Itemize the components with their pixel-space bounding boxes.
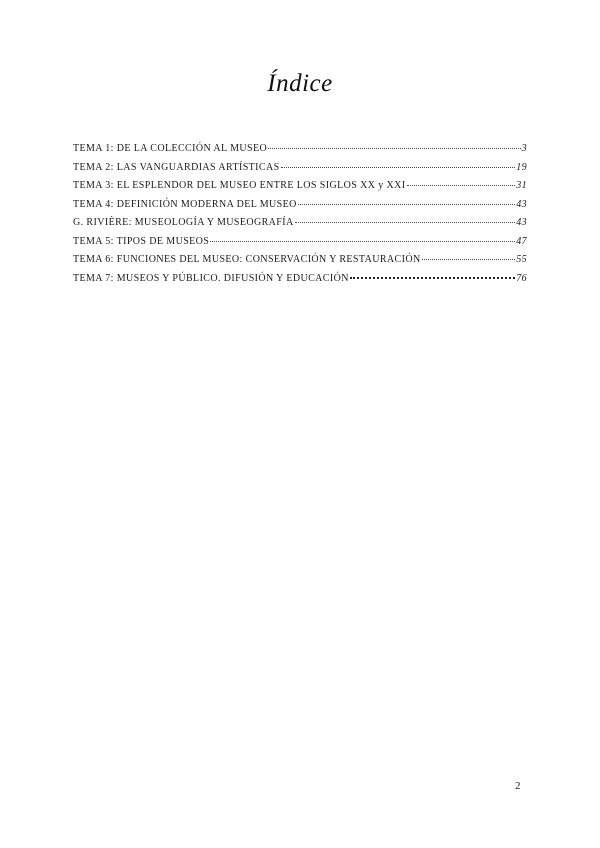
toc-entry-page: 19 — [516, 161, 527, 173]
toc-entry-page: 76 — [516, 272, 527, 284]
toc-leader-dots — [350, 277, 515, 279]
toc-entry-page: 43 — [516, 217, 527, 228]
toc-entry-page: 31 — [516, 180, 527, 191]
page-title: Índice — [267, 70, 333, 97]
toc-entry-title: TEMA 5: TIPOS DE MUSEOS — [73, 235, 210, 247]
toc-entry[interactable] — [73, 217, 527, 236]
page-number: 2 — [515, 780, 521, 792]
toc-entry[interactable] — [73, 254, 527, 273]
toc-entry-page: 43 — [516, 198, 527, 210]
toc-entry-title: G. RIVIÈRE: MUSEOLOGÍA Y MUSEOGRAFÍA — [73, 217, 294, 228]
toc-entry[interactable] — [73, 236, 527, 255]
toc-entry-title: TEMA 2: LAS VANGUARDIAS ARTÍSTICAS — [73, 161, 280, 173]
toc-entry[interactable] — [73, 143, 527, 162]
toc-entry[interactable] — [73, 273, 527, 292]
toc-entry-title: TEMA 3: EL ESPLENDOR DEL MUSEO ENTRE LOS SIGLOS XX y XXI — [73, 180, 406, 191]
toc-leader-dots — [268, 148, 520, 149]
toc-leader-dots — [422, 259, 516, 260]
toc-entry-page: 3 — [521, 143, 527, 154]
toc-entry-page: 47 — [516, 235, 527, 247]
toc-entry-title: TEMA 6: FUNCIONES DEL MUSEO: CONSERVACIÓN Y RESTAURACIÓN — [73, 254, 421, 265]
toc-entry-title: TEMA 1: DE LA COLECCIÓN AL MUSEO — [73, 143, 268, 154]
toc-entry-title: TEMA 7: MUSEOS Y PÚBLICO. DIFUSIÓN Y EDUCACIÓN — [73, 272, 349, 284]
toc-entry-page: 55 — [516, 254, 527, 265]
toc-entry-title: TEMA 4: DEFINICIÓN MODERNA DEL MUSEO — [73, 198, 297, 210]
toc-entry[interactable] — [73, 162, 527, 181]
table-of-contents — [73, 143, 527, 291]
toc-leader-dots — [298, 204, 515, 205]
toc-entry[interactable] — [73, 180, 527, 199]
toc-leader-dots — [407, 185, 516, 186]
toc-leader-dots — [281, 167, 516, 168]
toc-leader-dots — [295, 222, 516, 223]
toc-leader-dots — [210, 241, 515, 242]
toc-entry[interactable] — [73, 199, 527, 218]
